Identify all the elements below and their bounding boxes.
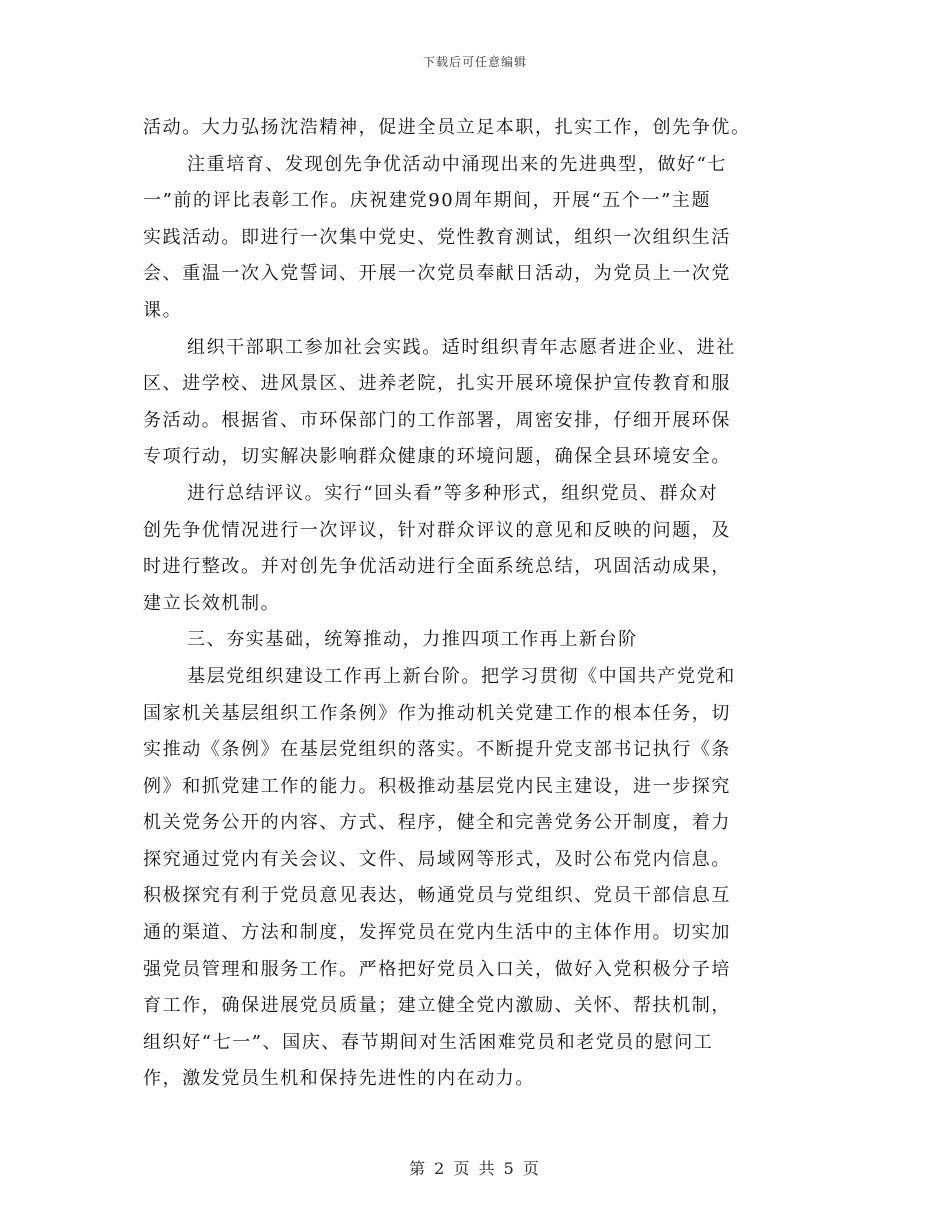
text-line: 专项行动，切实解决影响群众健康的环境问题，确保全县环境安全。: [143, 446, 731, 468]
text-line: 会、重温一次入党誓词、开展一次党员奉献日活动，为党员上一次党: [143, 263, 731, 285]
text-line: 课。: [143, 299, 183, 321]
text-line: 例》和抓党建工作的能力。积极推动基层党内民主建设，进一步探究: [143, 775, 731, 797]
text-line: 三、夯实基础，统筹推动，力推四项工作再上新台阶: [187, 629, 638, 651]
footer-page-number: 2: [434, 1159, 447, 1178]
text-line: 活动。大力弘扬沈浩精神，促进全员立足本职，扎实工作，创先争优。: [143, 117, 751, 138]
footer-prefix: 第: [409, 1159, 428, 1178]
page-footer: [0, 1156, 950, 1179]
text-line: 探究通过党内有关会议、文件、局域网等形式，及时公布党内信息。: [143, 848, 731, 870]
text-line: 一”前的评比表彰工作。庆祝建党90周年期间，开展“五个一”主题: [143, 190, 712, 212]
text-line: 注重培育、发现创先争优活动中涌现出来的先进典型，做好“七: [187, 153, 727, 175]
text-line: 建立长效机制。: [143, 592, 281, 614]
text-line: 创先争优情况进行一次评议，针对群众评议的意见和反映的问题，及: [143, 519, 731, 541]
text-line: 实践活动。即进行一次集中党史、党性教育测试，组织一次组织生活: [143, 226, 731, 248]
text-line: 组织干部职工参加社会实践。适时组织青年志愿者进企业、进社: [187, 336, 736, 358]
footer-total-pages: 5: [503, 1159, 516, 1178]
document-body: [143, 110, 805, 1098]
text-line: 作，激发党员生机和保持先进性的内在动力。: [143, 1068, 535, 1090]
text-line: 组织好“七一”、国庆、春节期间对生活困难党员和老党员的慰问工: [143, 1031, 714, 1053]
text-line: 育工作，确保进展党员质量；建立健全党内激励、关怀、帮扶机制，: [143, 995, 731, 1017]
text-line: 国家机关基层组织工作条例》作为推动机关党建工作的根本任务，切: [143, 702, 731, 724]
footer-middle: 页 共: [453, 1159, 497, 1178]
page-header: 下载后可任意编辑: [422, 55, 527, 69]
text-line: 强党员管理和服务工作。严格把好党员入口关，做好入党积极分子培: [143, 958, 731, 980]
text-line: 通的渠道、方法和制度，发挥党员在党内生活中的主体作用。切实加: [143, 922, 731, 944]
text-line: 时进行整改。并对创先争优活动进行全面系统总结，巩固活动成果，: [143, 556, 731, 578]
text-line: 实推动《条例》在基层党组织的落实。不断提升党支部书记执行《条: [143, 739, 731, 761]
text-line: 基层党组织建设工作再上新台阶。把学习贯彻《中国共产党党和: [187, 665, 736, 687]
footer-suffix: 页: [522, 1159, 541, 1178]
text-line: 积极探究有利于党员意见表达，畅通党员与党组织、党员干部信息互: [143, 885, 731, 907]
text-line: 区、进学校、进风景区、进养老院，扎实开展环境保护宣传教育和服: [143, 373, 731, 395]
text-line: 进行总结评议。实行“回头看”等多种形式，组织党员、群众对: [187, 482, 719, 504]
text-line: 务活动。根据省、市环保部门的工作部署，周密安排，仔细开展环保: [143, 409, 731, 431]
text-line: 机关党务公开的内容、方式、程序，健全和完善党务公开制度，着力: [143, 812, 731, 834]
